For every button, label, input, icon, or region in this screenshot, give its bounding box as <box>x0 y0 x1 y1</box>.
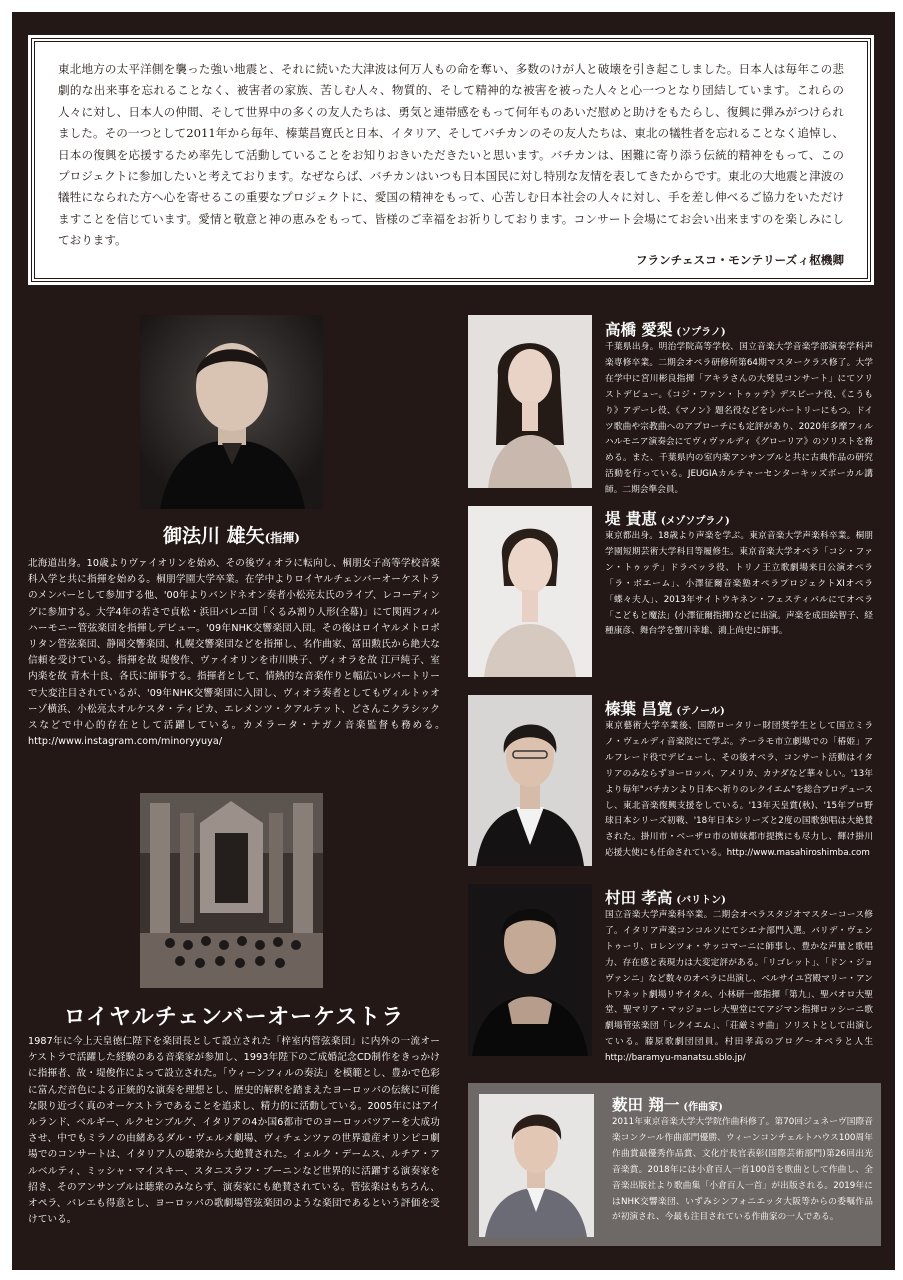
singer-role-tenor: (テノール) <box>676 706 725 717</box>
conductor-role: (指揮) <box>264 531 300 545</box>
orchestra-name: ロイヤルチェンバーオーケストラ <box>63 1004 405 1030</box>
singer-bio-baritone-block <box>605 908 873 1067</box>
composer-name: 薮田 翔一 <box>612 1095 680 1114</box>
message-frame <box>31 38 871 282</box>
conductor-url[interactable]: http://www.instagram.com/minoryyuya/ <box>28 736 223 748</box>
singer-heading-baritone <box>605 886 726 908</box>
conductor-name: 御法川 雄矢 <box>163 525 265 547</box>
message-signature: フランチェスコ・モンテリーズィ枢機卿 <box>635 252 844 267</box>
singer-bio-baritone: 国立音楽大学声楽科卒業。二期会オペラスタジオマスターコース修了。イタリア声楽コンコルソにてシエナ部門入選。バリデ・ヴェントゥーリ、ロレンツォ・サッコマーニに師事し、豊かな声量と歌唱力、存在感と表現力は大変定評がある。「リゴレット」、「ドン・ジョヴァンニ」など数々のオペラに出演し、ベルサイユ宮殿マリー・アントワネット劇場リサイタル、小林研一郎指揮「第九」、聖パオロ大聖堂、聖マリア・マッジョーレ大聖堂にてアジマン指揮ロッシーニ歌劇場管弦楽団「レクイエム」、「荘厳ミサ曲」ソリストとして出演している。藤原歌劇団団員。村田孝高のブログ～オペラと人生 <box>605 910 873 1048</box>
singer-name-mezzo: 堤 貴恵 <box>605 509 657 528</box>
composer-heading <box>612 1093 723 1115</box>
conductor-name-heading <box>140 521 323 548</box>
singer-url-tenor[interactable]: http://www.masahiroshimba.com <box>726 848 870 859</box>
singer-bio-mezzo: 東京都出身。18歳より声楽を学ぶ。東京音楽大学声楽科卒業。桐朋学園短期芸術大学科目等履修生。東京音楽大学オペラ「コシ・ファン・トゥッテ」ドラベッラ役、トリノ王立歌劇場来日公演オペラ「ラ・ボエーム」、小澤征爾音楽塾オペラプロジェクトXIオペラ「蝶々夫人」、2013年サイトウキネン・フェスティバルにてオペラ「こどもと魔法」(小澤征爾指揮)などに出演。声楽を成田絵智子、経種康彦、舞台学を蟹川幸雄、鴻上尚史に師事。 <box>605 531 873 637</box>
singer-name-soprano: 高橋 愛梨 <box>605 320 673 339</box>
singer-photo-tenor <box>468 695 592 866</box>
singer-bio-soprano: 千葉県出身。明治学院高等学校、国立音楽大学音楽学部演奏学科声楽専修卒業。二期会オペラ研修所第64期マスタークラス修了。大学在学中に宮川彬良指揮「アキラさんの大発見コンサート」にてソリストデビュー。《コジ・ファン・トゥッテ》デスピーナ役、《こうもり》アデーレ役、《マノン》題名役などをレパートリーにもつ。ドイツ歌曲や宗教曲へのアプローチにも定評があり、2020年多摩フィルハルモニア演奏会にてヴィヴァルディ《グローリア》のソリストを務める。また、千葉県内の室内楽アンサンブルと共に古典作品の研究活動を行っている。JEUGIAカルチャーセンターキッズボーカル講師。二期会準会員。 <box>605 342 873 496</box>
singer-role-mezzo: (メゾソプラノ) <box>660 516 730 527</box>
orchestra-photo <box>140 793 323 988</box>
singer-role-soprano: (ソプラノ) <box>676 327 726 338</box>
conductor-bio-block <box>28 556 440 750</box>
singer-url-baritone[interactable]: http://baramyu-manatsu.sblo.jp/ <box>605 1053 746 1064</box>
composer-photo <box>479 1094 594 1237</box>
composer-role: (作曲家) <box>683 1102 723 1113</box>
conductor-photo <box>140 315 323 509</box>
message-body: 東北地方の太平洋側を襲った強い地震と、それに続いた大津波は何万人もの命を奪い、多数のけが人と破壊を引き起こしました。日本人は毎年この悲劇的な出来事を忘れることなく、被害者の家族、苦しむ人々、物質的、そして精神的な被害を被った人々と心一つとなり団結しています。これらの人々に対し、日本人の仲間、そして世界中の多くの友人たちは、勇気と連帯感をもって何年ものあいだ慰めと助けをもたらし、復興に弾みがつけられました。その一つとして2011年から毎年、榛葉昌寛氏と日本、イタリア、そしてバチカンのその友人たちは、東北の犠牲者を忘れることなく追悼し、日本の復興を応援するため率先して活動していることをお知りおきいただきたいと思います。バチカンは、困難に寄り添う伝統的精神をもって、このプロジェクトに参加したいと考えております。なぜならば、バチカンはいつも日本国民に対し特別な友情を表してきたからです。東北の大地震と津波の犠牲になられた方へ心を寄せるこの重要なプロジェクトに、愛国の精神をもって、心苦しむ日本社会の人々に対し、手を差し伸べるご協力をいただけますことを信じています。愛情と敬意と神の恵みをもって、皆様のご幸福をお祈りしております。コンサート会場にてお会い出来ますのを楽しみにしております。 <box>58 62 844 248</box>
singer-name-baritone: 村田 孝高 <box>605 888 673 907</box>
singer-bio-tenor: 東京藝術大学卒業後、国際ロータリー財団奨学生として国立ミラノ・ヴェルディ音楽院にて学ぶ。テーラモ市立劇場での「椿姫」アルフレード役でデビューし、その後オペラ、コンサート活動はイタリアのみならずヨーロッパ、アメリカ、カナダなど華々しい。'13年より毎年"バチカンより日本へ祈りのレクイエム"を総合プロデュースし、東北音楽復興支援をしている。'13年天皇賞(秋)、'15年プロ野球日本シリーズ初戦、'18年日本シリーズと2度の国歌独唱は大絶賛された。掛川市・ベーザロ市の姉妹都市提携にも尽力し、輝け掛川応援大使にも任命されている。 <box>605 721 873 859</box>
orchestra-bio: 1987年に今上天皇徳仁陛下を楽団長として設立された「梓室内管弦楽団」に内外の一流オーケストラで活躍した経験のある音楽家が参加し、1993年陛下のご成婚記念CD制作をきっかけに指揮者、故・堤俊作によって設立された。「ウィーンフィルの奏法」を模範とし、豊かで色彩に富んだ音色による正統的な演奏を理想とし、歴史的解釈を踏まえたヨーロッパの伝統に可能な限り近づく真のオーケストラであることを追求し、精力的に活動している。2005年にはアイルランド、ベルギー、ルクセンブルグ、イタリアの4か国6都市でのヨーロッパツアーを大成功させ、中でもミラノの由緒あるダル・ヴェルメ劇場、ヴィチェンツァの世界遺産オリンピコ劇場でのコンサートは、イタリア人の聴衆から大絶賛された。イェルク・デームス、ルチア・アルベルティ、ミッシャ・マイスキー、スタニスラフ・ブーニンなど世界的に活躍する演奏家を招き、そのアンサンブルは聴衆のみならず、演奏家にも絶賛されている。管弦楽はもちろん、オペラ、バレエも得意とし、ヨーロッパの歌劇場管弦楽団のような楽団であるという評価を受けている。 <box>28 1036 440 1226</box>
singer-photo-baritone <box>468 884 592 1056</box>
singer-bio-tenor-block <box>605 719 873 862</box>
message-box <box>28 35 874 285</box>
singer-heading-tenor <box>605 697 725 719</box>
singer-heading-soprano <box>605 318 726 340</box>
composer-bio: 2011年東京音楽大学大学院作曲科修了。第70回ジュネーヴ国際音楽コンクール作曲部門優勝、ウィーンコンチェルトハウス100周年作曲賞最優秀作品賞、文化庁長官表彰(国際芸術部門)第26回出光音楽賞。2018年には小倉百人一首100首を歌曲として作曲し、全音楽出版社より歌曲集「小倉百人一首」が出版される。2019年にはNHK交響楽団、いずみシンフォニエッタ大阪等からの委嘱作品が初演され、今最も注目されている作曲家の一人である。 <box>612 1117 873 1223</box>
conductor-bio: 北海道出身。10歳よりヴァイオリンを始め、その後ヴィオラに転向し、桐朋女子高等学校音楽科入学と共に指揮を始める。桐朋学園大学卒業。在学中よりロイヤルチェンバーオーケストラのメンバーとして参加する他、'00年よりバンドネオン奏者小松亮太氏のライブ、レコーディングに参加する。大学4年の若さで貞松・浜田バレエ団「くるみ割り人形(全幕)」にて関西フィルハーモニー管弦楽団を指揮しデビュー。'09年NHK交響楽団入団。その後はロイヤルメトロポリタン管弦楽団、静岡交響楽団、札幌交響楽団などを指揮し、名作曲家、冨田勲氏から絶大な信頼を受けている。指揮を故 堤俊作、ヴァイオリンを市川映子、ヴィオラを故 江戸純子、室内楽を故 青木十良、各氏に師事する。指揮者として、情熱的な音楽作りと幅広いレパートリーで大変注目されているが、'09年NHK交響楽団に入団し、ヴィオラ奏者としてもヴィルトゥオーゾ横浜、小松亮太オルケスタ・ティピカ、エレメンツ・クアルテット、どさんこクラシックスなどで中心的存在として活躍している。カメラータ・ナガノ音楽監督も務める。 <box>28 558 440 732</box>
singer-name-tenor: 榛葉 昌寛 <box>605 699 673 718</box>
singer-photo-soprano <box>468 315 592 488</box>
singer-photo-mezzo <box>468 506 592 677</box>
singer-role-baritone: (バリトン) <box>676 895 726 906</box>
singer-heading-mezzo <box>605 507 730 529</box>
